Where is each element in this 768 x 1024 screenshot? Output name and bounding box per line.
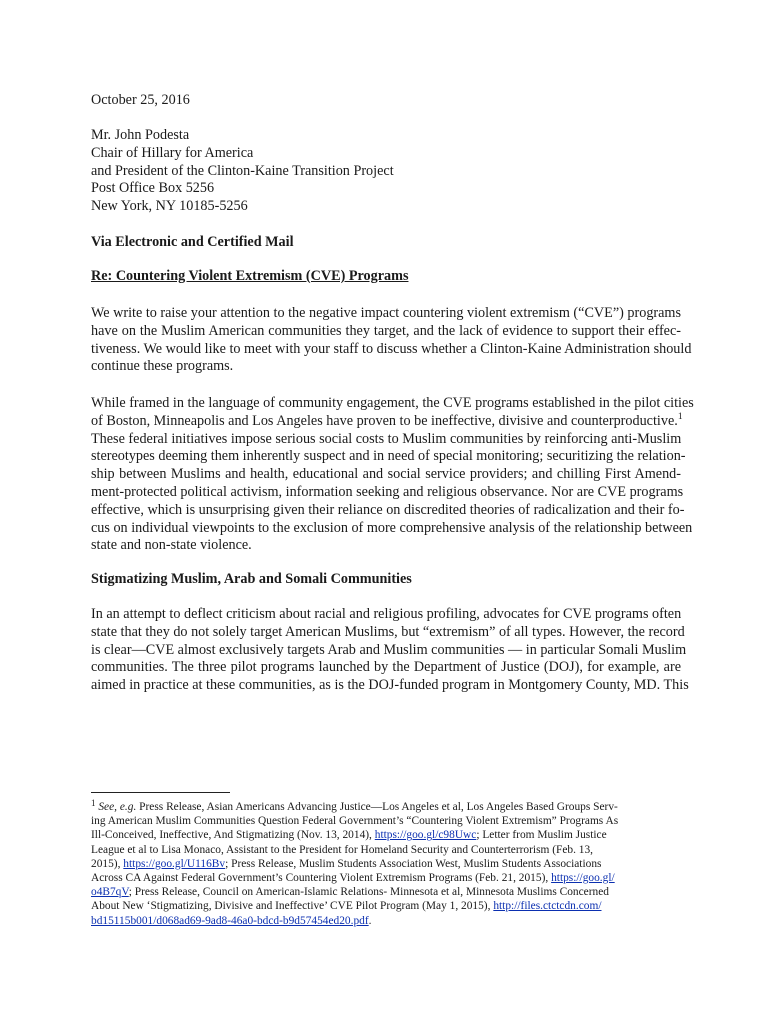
footnote-link-1[interactable]: https://goo.gl/c98Uwc	[374, 829, 477, 842]
footnote-text: About New ‘Stigmatizing, Divisive and Ineffective’ CVE Pilot Program (May 1, 2015),	[91, 900, 491, 913]
paragraph-intro	[91, 305, 692, 376]
footnote-link-2[interactable]: https://goo.gl/U116Bv	[123, 857, 226, 870]
text-line: We write to raise your attention to the negative impact countering violent extremism (“CVE”) programs	[91, 305, 681, 321]
section-heading: Stigmatizing Muslim, Arab and Somali Communities	[91, 571, 412, 587]
footnote-text: ; Letter from Muslim Justice	[476, 829, 607, 842]
footnote-link-3[interactable]: https://goo.gl/	[551, 872, 615, 885]
letter-date: October 25, 2016	[91, 92, 190, 108]
text-line: cus on individual viewpoints to the exclusion of more comprehensive analysis of the relationship between	[91, 519, 693, 536]
text-line: aimed in practice at these communities, as is the DOJ-funded program in Montgomery County, MD. This	[91, 677, 689, 694]
footnote-text: .	[368, 914, 372, 927]
address-line: Mr. John Podesta	[91, 127, 190, 143]
text-line: continue these programs.	[91, 358, 234, 375]
text-line: In an attempt to deflect criticism about racial and religious profiling, advocates for CVE programs often	[91, 606, 682, 622]
text-line: ment-protected political activism, information seeking and religious observance. Nor are CVE programs	[91, 483, 684, 500]
recipient-address	[91, 127, 681, 216]
footnote-link-3-cont[interactable]: o4B7qV	[91, 886, 129, 899]
address-line: New York, NY 10185-5256	[91, 198, 248, 215]
text-line-with-footnote	[91, 413, 681, 431]
footnote-text: ing American Muslim Communities Question Federal Government’s “Countering Violent Extremism” Programs As	[91, 815, 619, 828]
footnote-number: 1	[91, 798, 96, 808]
text-line: ship between Muslims and health, educational and social service providers; and chilling First Amend-	[91, 466, 681, 483]
footnote-divider	[91, 792, 230, 793]
address-line: and President of the Clinton-Kaine Transition Project	[91, 162, 394, 179]
text-line: While framed in the language of community engagement, the CVE programs established in the pilot cities	[91, 395, 694, 411]
subject-line: Re: Countering Violent Extremism (CVE) Programs	[91, 268, 409, 284]
text-line: These federal initiatives impose serious social costs to Muslim communities by reinforcing anti-Muslim	[91, 430, 682, 447]
text-line: state and non-state violence.	[91, 537, 252, 554]
address-line: Chair of Hillary for America	[91, 144, 254, 161]
footnote-text: Press Release, Asian Americans Advancing Justice—Los Angeles et al, Los Angeles Based Groups Serv-	[139, 801, 618, 813]
text-line: is clear—CVE almost exclusively targets Arab and Muslim communities — in particular Somali Muslim	[91, 641, 687, 658]
paragraph-cve-programs	[91, 395, 694, 555]
text-line: state that they do not solely target American Muslims, but “extremism” of all types. However, the record	[91, 623, 685, 640]
text-line: of Boston, Minneapolis and Los Angeles have proven to be ineffective, divisive and counterproductive.	[91, 412, 678, 429]
text-line: stereotypes deeming them inherently suspect and in need of special monitoring; securitizing the relation-	[91, 448, 686, 465]
footnote-see: See, e.g.	[98, 801, 137, 813]
text-line: tiveness. We would like to meet with your staff to discuss whether a Clinton-Kaine Administration should	[91, 340, 692, 357]
footnote-link-4-cont[interactable]: bd15115b001/d068ad69-9ad8-46a0-bdcd-b9d57454ed20.pdf	[91, 914, 369, 927]
paragraph-stigmatizing	[91, 606, 689, 695]
text-line: have on the Muslim American communities they target, and the lack of evidence to support their effec-	[91, 322, 681, 339]
footnote-reference[interactable]: 1	[677, 411, 683, 422]
footnote-text: Ill-Conceived, Ineffective, And Stigmatizing (Nov. 13, 2014),	[91, 829, 372, 842]
text-line: communities. The three pilot programs launched by the Department of Justice (DOJ), for example, are	[91, 659, 681, 676]
footnote-1	[91, 800, 671, 928]
address-line: Post Office Box 5256	[91, 180, 215, 197]
footnote-text: ; Press Release, Council on American-Islamic Relations- Minnesota et al, Minnesota Muslims Concerned	[128, 886, 609, 899]
footnote-text: League et al to Lisa Monaco, Assistant to the President for Homeland Security and Counterterrorism (Feb. 13,	[91, 843, 594, 856]
footnote-text: ; Press Release, Muslim Students Association West, Muslim Students Associations	[225, 857, 602, 870]
footnote-link-4[interactable]: http://files.ctctcdn.com/	[493, 900, 602, 913]
text-line: effective, which is unsurprising given their reliance on discredited theories of radicalization and their fo-	[91, 501, 685, 518]
footnote-text: 2015),	[91, 857, 121, 870]
footnote-text: Across CA Against Federal Government’s Countering Violent Extremism Programs (Feb. 21, 2015),	[91, 872, 549, 885]
delivery-method: Via Electronic and Certified Mail	[91, 234, 294, 250]
